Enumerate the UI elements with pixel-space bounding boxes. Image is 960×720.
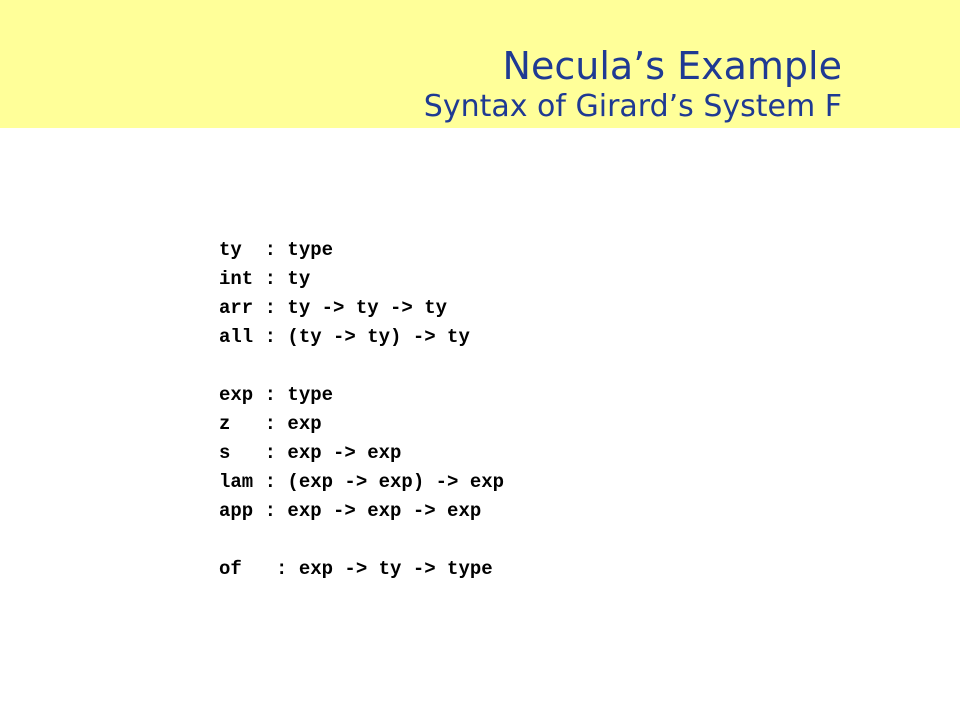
code-block xyxy=(219,236,504,613)
slide-title: Necula’s Example xyxy=(502,44,842,88)
code-line: s : exp -> exp xyxy=(219,442,402,464)
code-line: arr : ty -> ty -> ty xyxy=(219,297,448,319)
expression-declarations xyxy=(219,381,504,526)
slide-subtitle: Syntax of Girard’s System F xyxy=(423,89,842,124)
type-declarations xyxy=(219,236,504,352)
code-line: app : exp -> exp -> exp xyxy=(219,500,482,522)
code-line: ty : type xyxy=(219,239,334,261)
code-line: exp : type xyxy=(219,384,334,406)
code-line: all : (ty -> ty) -> ty xyxy=(219,326,470,348)
code-line: of : exp -> ty -> type xyxy=(219,558,493,580)
code-line: lam : (exp -> exp) -> exp xyxy=(219,471,505,493)
typing-judgement-declaration xyxy=(219,555,504,584)
title-band xyxy=(0,0,960,128)
code-line: z : exp xyxy=(219,413,322,435)
code-line: int : ty xyxy=(219,268,311,290)
